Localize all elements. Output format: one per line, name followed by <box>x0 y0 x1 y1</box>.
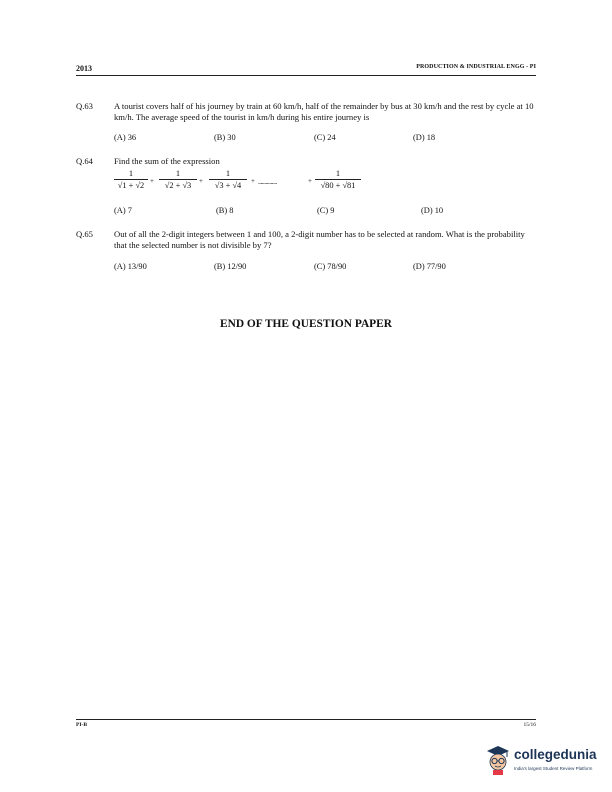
header-subject: PRODUCTION & INDUSTRIAL ENGG - PI <box>416 64 536 70</box>
fraction-denominator: √2 + √3 <box>164 181 192 190</box>
fraction-term-last <box>315 169 361 190</box>
footer-page-number: 15/16 <box>523 722 536 728</box>
option-c: (C) 9 <box>317 206 335 215</box>
fraction-numerator: 1 <box>315 169 361 180</box>
fraction-numerator: 1 <box>209 169 247 180</box>
plus-sign: + <box>199 177 203 185</box>
plus-sign: + <box>251 177 255 185</box>
option-d: (D) 77/90 <box>413 262 446 271</box>
option-b: (B) 8 <box>216 206 234 215</box>
header-year: 2013 <box>76 64 92 73</box>
fraction-denominator: √80 + √81 <box>320 181 356 190</box>
option-b: (B) 30 <box>214 133 236 142</box>
question-number: Q.63 <box>76 101 93 111</box>
series-ellipsis: ............... <box>258 178 277 186</box>
question-64 <box>76 156 536 167</box>
question-text: Find the sum of the expression <box>114 156 220 166</box>
question-text: Out of all the 2-digit integers between 1 and 100, a 2-digit number has to be selected at random. What is the probability that the selected number is not divisible by 7? <box>114 229 525 250</box>
fraction-term-1 <box>114 169 148 190</box>
end-of-paper-heading: END OF THE QUESTION PAPER <box>220 318 392 330</box>
option-a: (A) 36 <box>114 133 137 142</box>
fraction-term-2 <box>159 169 197 190</box>
fraction-numerator: 1 <box>159 169 197 180</box>
fraction-denominator: √1 + √2 <box>117 181 145 190</box>
collegedunia-logo[interactable] <box>484 744 604 784</box>
option-c: (C) 24 <box>314 133 336 142</box>
question-63 <box>76 101 536 122</box>
plus-sign: + <box>150 177 154 185</box>
option-c: (C) 78/90 <box>314 262 347 271</box>
fraction-denominator: √3 + √4 <box>214 181 242 190</box>
question-number: Q.64 <box>76 156 93 166</box>
footer-rule <box>76 719 536 720</box>
option-a: (A) 7 <box>114 206 132 215</box>
footer-code: PI-B <box>76 722 87 728</box>
logo-tagline: India's largest Student Review Platform <box>514 766 593 771</box>
graduate-mascot-icon <box>484 744 512 776</box>
option-a: (A) 13/90 <box>114 262 147 271</box>
series-expression <box>114 169 374 199</box>
fraction-term-3 <box>209 169 247 190</box>
option-b: (B) 12/90 <box>214 262 247 271</box>
header-rule <box>76 75 536 76</box>
question-65 <box>76 229 536 250</box>
question-number: Q.65 <box>76 229 93 239</box>
question-text: A tourist covers half of his journey by train at 60 km/h, half of the remainder by bus at 30 km/h and the rest by cycle at 10 km/h. The average speed of the tourist in km/h during his entire journey is <box>114 101 534 122</box>
option-d: (D) 10 <box>421 206 444 215</box>
fraction-numerator: 1 <box>114 169 148 180</box>
logo-wordmark: collegedunia <box>514 747 597 762</box>
plus-sign: + <box>308 177 312 185</box>
option-d: (D) 18 <box>413 133 436 142</box>
